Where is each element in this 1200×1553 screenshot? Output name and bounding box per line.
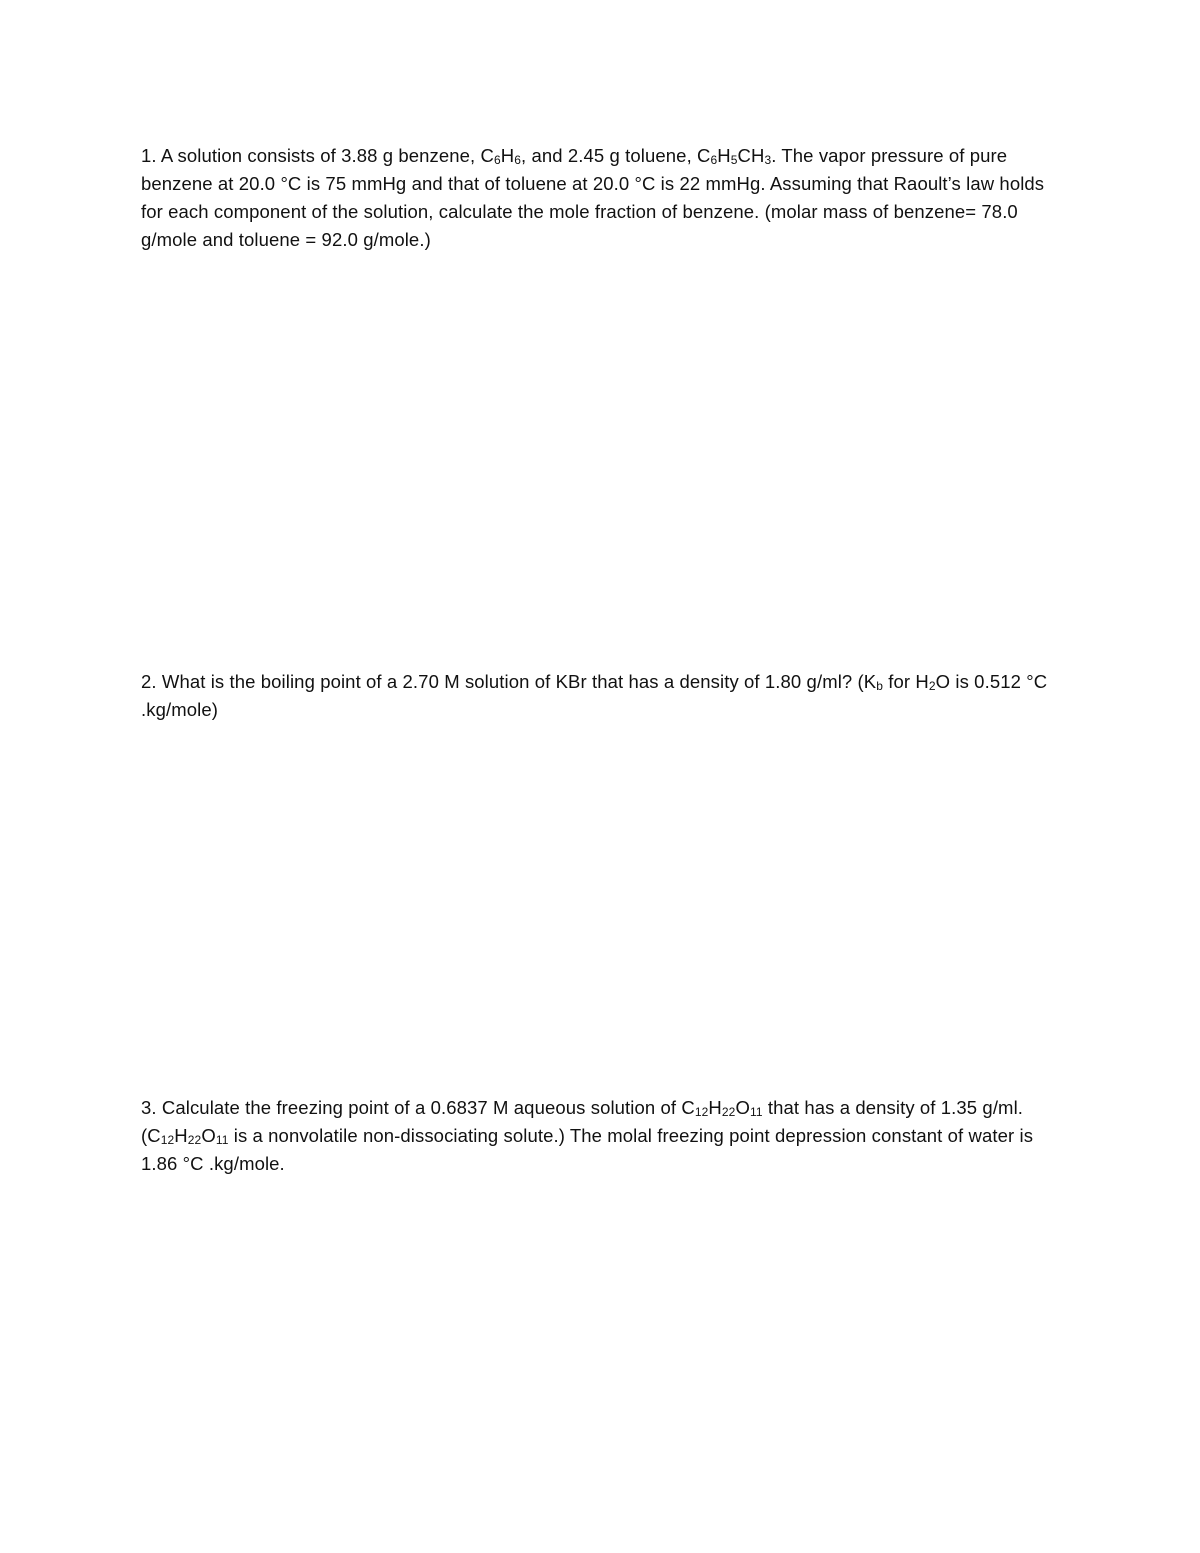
question-text: . The vapor pressure of pure benzene at 20.0 °C is 75 mmHg and that of toluene at 20.0 °C is 22 mmHg. Assuming that Raoult’s law holds for each component of the solution, calculate the mole fraction of benzene. (molar mass of benzene= 78.0 g/mole and toluene = 92.0 g/mole.) xyxy=(141,145,1045,250)
question-2 xyxy=(141,668,1061,724)
question-text: H xyxy=(174,1125,188,1146)
question-text: H xyxy=(708,1097,722,1118)
subscript: 12 xyxy=(694,1105,709,1119)
subscript: 11 xyxy=(749,1105,763,1119)
question-text: H xyxy=(717,145,731,166)
subscript: b xyxy=(876,679,884,693)
question-text: O xyxy=(735,1097,750,1118)
subscript: 22 xyxy=(721,1105,736,1119)
question-number: 1. xyxy=(141,145,157,166)
subscript: 6 xyxy=(493,153,501,167)
question-text: is a nonvolatile non-dissociating solute.) The molal freezing point depression constant of water is 1.86 °C .kg/mole. xyxy=(141,1125,1034,1174)
subscript: 5 xyxy=(730,153,738,167)
question-text: , and 2.45 g toluene, C xyxy=(521,145,711,166)
question-text: Calculate the freezing point of a 0.6837 M aqueous solution of C xyxy=(161,1097,695,1118)
question-text: A solution consists of 3.88 g benzene, C xyxy=(160,145,494,166)
subscript: 6 xyxy=(710,153,718,167)
subscript: 22 xyxy=(187,1133,202,1147)
question-text: O is 0.512 °C .kg/mole) xyxy=(141,671,1048,720)
question-text: O xyxy=(201,1125,216,1146)
question-text: H xyxy=(500,145,515,166)
question-text: that has a density of 1.35 g/ml. (C xyxy=(141,1097,1024,1146)
question-number: 3. xyxy=(141,1097,157,1118)
subscript: 11 xyxy=(215,1133,229,1147)
subscript: 2 xyxy=(928,679,936,693)
question-text: CH xyxy=(737,145,765,166)
question-number: 2. xyxy=(141,671,157,692)
subscript: 3 xyxy=(764,153,772,167)
subscript: 6 xyxy=(514,153,522,167)
question-text: for H xyxy=(883,671,929,692)
question-1 xyxy=(141,142,1061,254)
subscript: 12 xyxy=(160,1133,175,1147)
question-3 xyxy=(141,1094,1061,1178)
question-text: What is the boiling point of a 2.70 M solution of KBr that has a density of 1.80 g/ml? (K xyxy=(161,671,877,692)
